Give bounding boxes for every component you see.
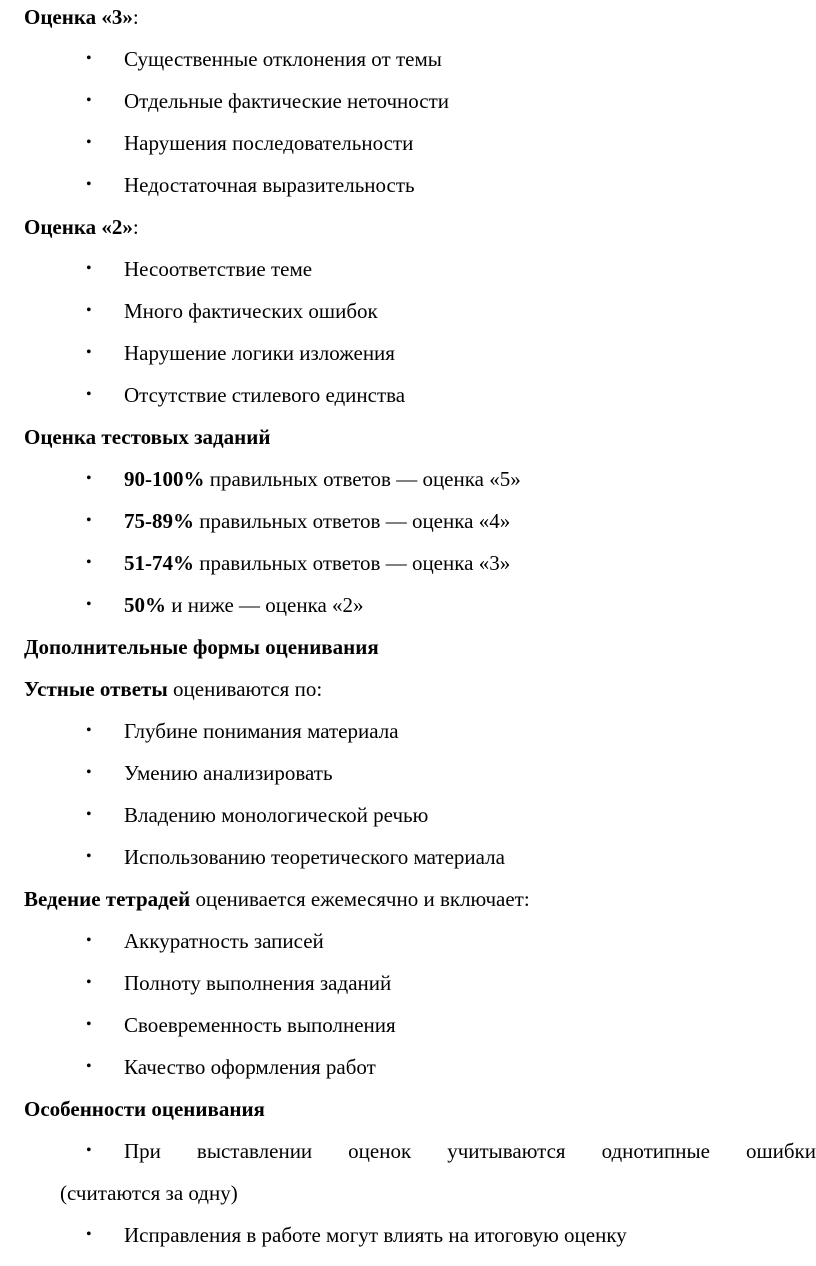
list-item (24, 1138, 816, 1206)
bullet-icon: • (86, 764, 92, 781)
bullet-icon: • (86, 848, 92, 865)
bullet-icon: • (86, 554, 92, 571)
bullet-icon: • (86, 470, 92, 487)
bullet-icon: • (86, 260, 92, 277)
section-heading: Устные ответы оцениваются по: (24, 677, 323, 701)
bullet-icon: • (86, 92, 92, 109)
wrapped-line: (считаются за одну) (60, 1181, 238, 1205)
section-heading: Оценка тестовых заданий (24, 425, 271, 449)
bullet-icon: • (86, 1058, 92, 1075)
bullet-icon: • (86, 596, 92, 613)
bullet-icon: • (86, 386, 92, 403)
bullet-icon: • (86, 1142, 92, 1159)
section-heading: Дополнительные формы оценивания (24, 635, 379, 659)
bullet-icon: • (86, 344, 92, 361)
section-heading: Особенности оценивания (24, 1097, 265, 1121)
bullet-icon: • (86, 134, 92, 151)
bullet-icon: • (86, 1016, 92, 1033)
section-heading: Оценка «3»: (24, 5, 139, 29)
justified-line: При выставлении оценок учитываются однотипные ошибки (124, 1139, 816, 1163)
bullet-icon: • (86, 512, 92, 529)
bullet-icon: • (86, 302, 92, 319)
section-heading: Ведение тетрадей оценивается ежемесячно и включает: (24, 887, 530, 911)
section-heading: Оценка «2»: (24, 215, 139, 239)
bullet-icon: • (86, 722, 92, 739)
bullet-icon: • (86, 176, 92, 193)
bullet-icon: • (86, 974, 92, 991)
bullet-icon: • (86, 932, 92, 949)
bullet-icon: • (86, 806, 92, 823)
bullet-icon: • (86, 50, 92, 67)
bullet-icon: • (86, 1226, 92, 1243)
